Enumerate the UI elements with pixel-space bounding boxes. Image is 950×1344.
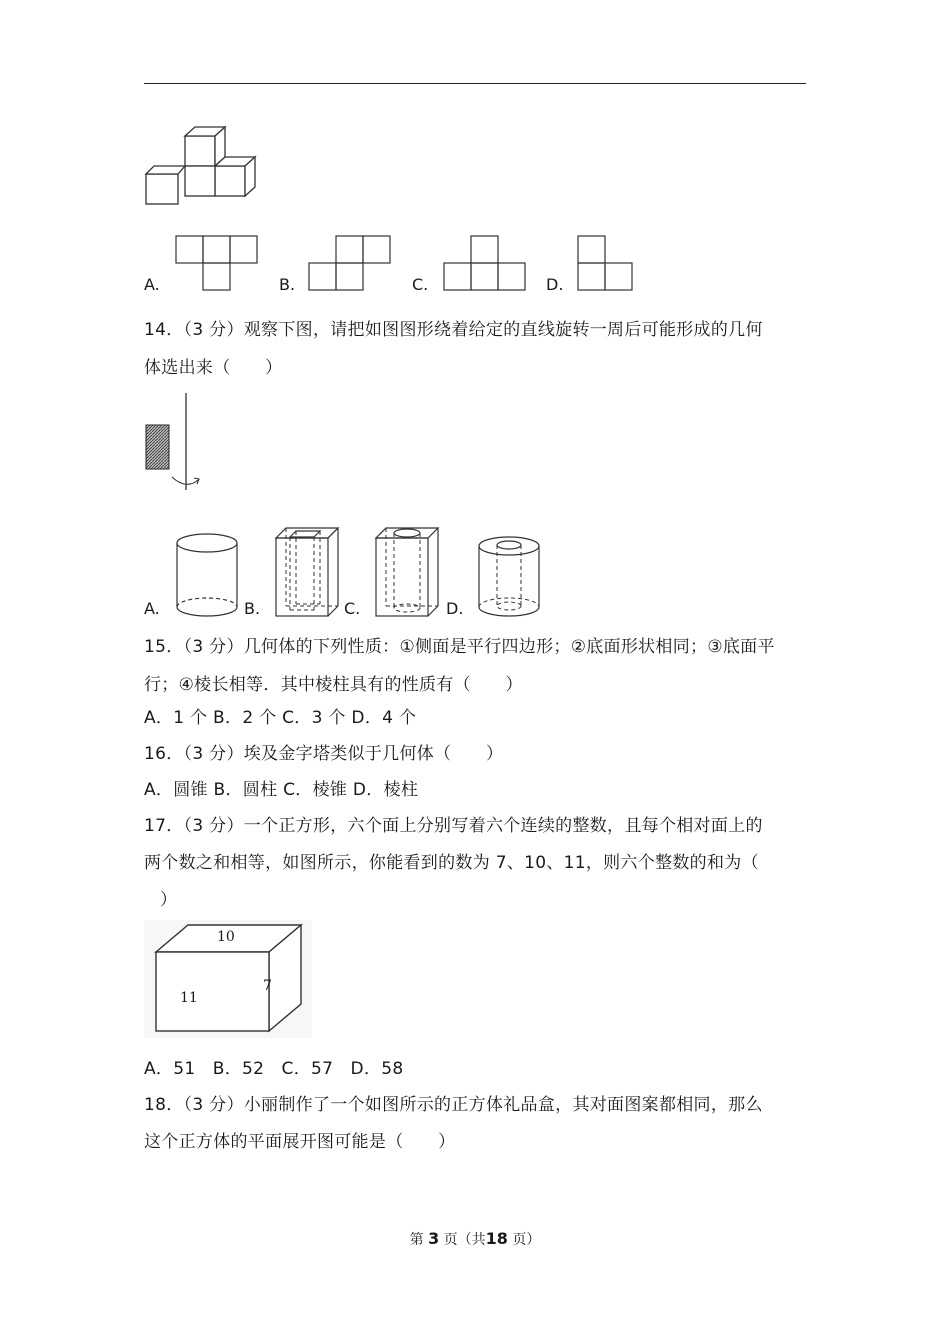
rotation-figure [140, 390, 210, 495]
q18-stem-line1: 18．（3 分）小丽制作了一个如图所示的正方体礼品盒，其对面图案都相同，那么 [144, 1095, 763, 1115]
footer-page-number: 3 [428, 1229, 440, 1248]
page-footer [0, 1229, 950, 1249]
q13-net-b [308, 235, 392, 291]
q17-stem-line3: ） [160, 890, 178, 910]
q14-solid-a-cylinder [172, 530, 242, 620]
q17-answers[interactable]: A．51 B．52 C．57 D．58 [144, 1059, 404, 1079]
q15-answers[interactable]: A．1 个 B．2 个 C．3 个 D．4 个 [144, 708, 417, 728]
q13-option-b-label[interactable]: B. [279, 275, 296, 294]
q14-option-b-label[interactable]: B. [244, 599, 261, 618]
q14-option-c-label[interactable]: C. [344, 599, 361, 618]
q17-stem-line2: 两个数之和相等，如图所示，你能看到的数为 7、10、11，则六个整数的和为（ [144, 853, 759, 873]
header-rule [144, 83, 806, 84]
cube-side-number: 7 [263, 978, 272, 994]
q16-stem: 16．（3 分）埃及金字塔类似于几何体（ ） [144, 744, 504, 764]
q17-cube-figure [144, 920, 312, 1038]
footer-total-pages: 18 [485, 1229, 508, 1248]
cube-top-number: 10 [217, 929, 235, 945]
q13-net-d [577, 235, 637, 291]
q13-option-a-label[interactable]: A. [144, 275, 160, 294]
q18-stem-line2: 这个正方体的平面展开图可能是（ ） [144, 1132, 456, 1152]
q13-net-c [443, 235, 527, 291]
q17-stem-line1: 17．（3 分）一个正方形，六个面上分别写着六个连续的整数，且每个相对面上的 [144, 816, 763, 836]
q14-solid-d-hollow-cylinder [474, 534, 544, 620]
q14-solid-c-prism-with-hole [372, 524, 442, 620]
q14-stem-line1: 14．（3 分）观察下图，请把如图图形绕着给定的直线旋转一周后可能形成的几何 [144, 320, 763, 340]
footer-pre: 第 [409, 1232, 424, 1248]
q16-answers[interactable]: A．圆锥 B．圆柱 C．棱锥 D．棱柱 [144, 780, 419, 800]
q13-option-c-label[interactable]: C. [412, 275, 429, 294]
q13-net-a [174, 235, 258, 291]
footer-mid: 页（共 [443, 1232, 486, 1248]
q15-stem-line2: 行；④棱长相等．其中棱柱具有的性质有（ ） [144, 675, 523, 695]
cube-stack-figure [140, 123, 260, 209]
q13-option-d-label[interactable]: D. [546, 275, 564, 294]
footer-post: 页） [512, 1232, 541, 1248]
cube-front-number: 11 [180, 990, 198, 1006]
q14-option-a-label[interactable]: A. [144, 599, 160, 618]
q14-option-d-label[interactable]: D. [446, 599, 464, 618]
q14-stem-line2: 体选出来（ ） [144, 358, 283, 378]
q15-stem-line1: 15．（3 分）几何体的下列性质：①侧面是平行四边形；②底面形状相同；③底面平 [144, 637, 775, 657]
q14-solid-b-hollow-prism [272, 524, 342, 620]
